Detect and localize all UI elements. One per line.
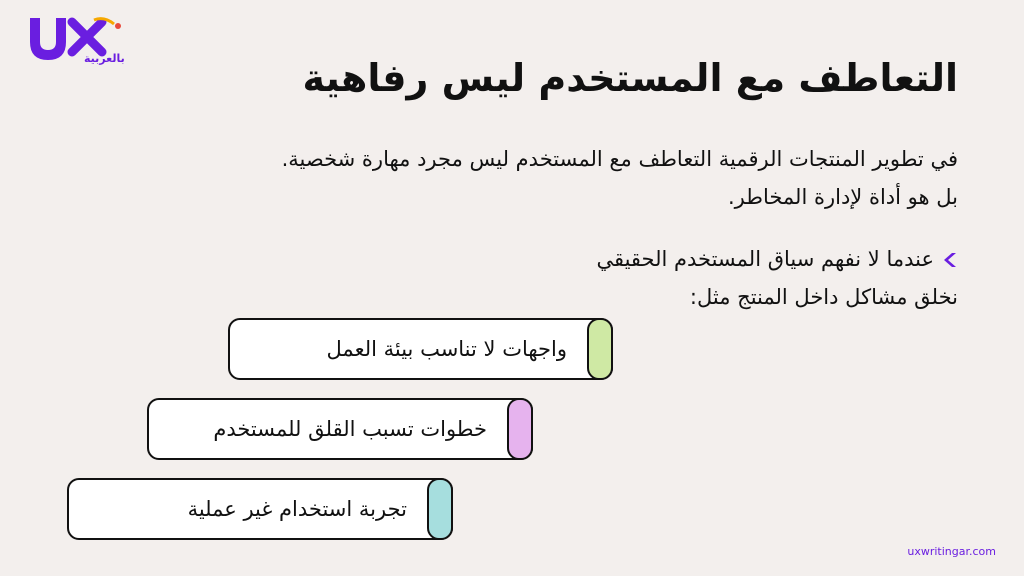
bullet-line-2: نخلق مشاكل داخل المنتج مثل:: [689, 285, 958, 309]
card-label: خطوات تسبب القلق للمستخدم: [213, 417, 487, 441]
card-cap-teal: [427, 478, 453, 540]
card-label: تجربة استخدام غير عملية: [187, 497, 407, 521]
logo-subtitle: بالعربية: [84, 52, 125, 65]
intro-line-1: في تطوير المنتجات الرقمية التعاطف مع المستخدم ليس مجرد مهارة شخصية.: [281, 147, 958, 171]
footer-website[interactable]: uxwritingar.com: [907, 545, 996, 558]
card-label: واجهات لا تناسب بيئة العمل: [326, 337, 567, 361]
card-cap-pink: [507, 398, 533, 460]
problem-card-1: [228, 318, 613, 380]
problem-card-2: [147, 398, 533, 460]
bullet-point: [358, 240, 958, 316]
page-title: التعاطف مع المستخدم ليس رفاهية: [302, 56, 958, 100]
intro-line-2: بل هو أداة لإدارة المخاطر.: [727, 185, 958, 209]
card-cap-green: [587, 318, 613, 380]
intro-paragraph: [198, 140, 958, 216]
chevron-bullet-icon: [942, 252, 958, 268]
problem-card-3: [67, 478, 453, 540]
brand-logo: [24, 14, 128, 70]
bullet-line-1: عندما لا نفهم سياق المستخدم الحقيقي: [596, 247, 934, 271]
